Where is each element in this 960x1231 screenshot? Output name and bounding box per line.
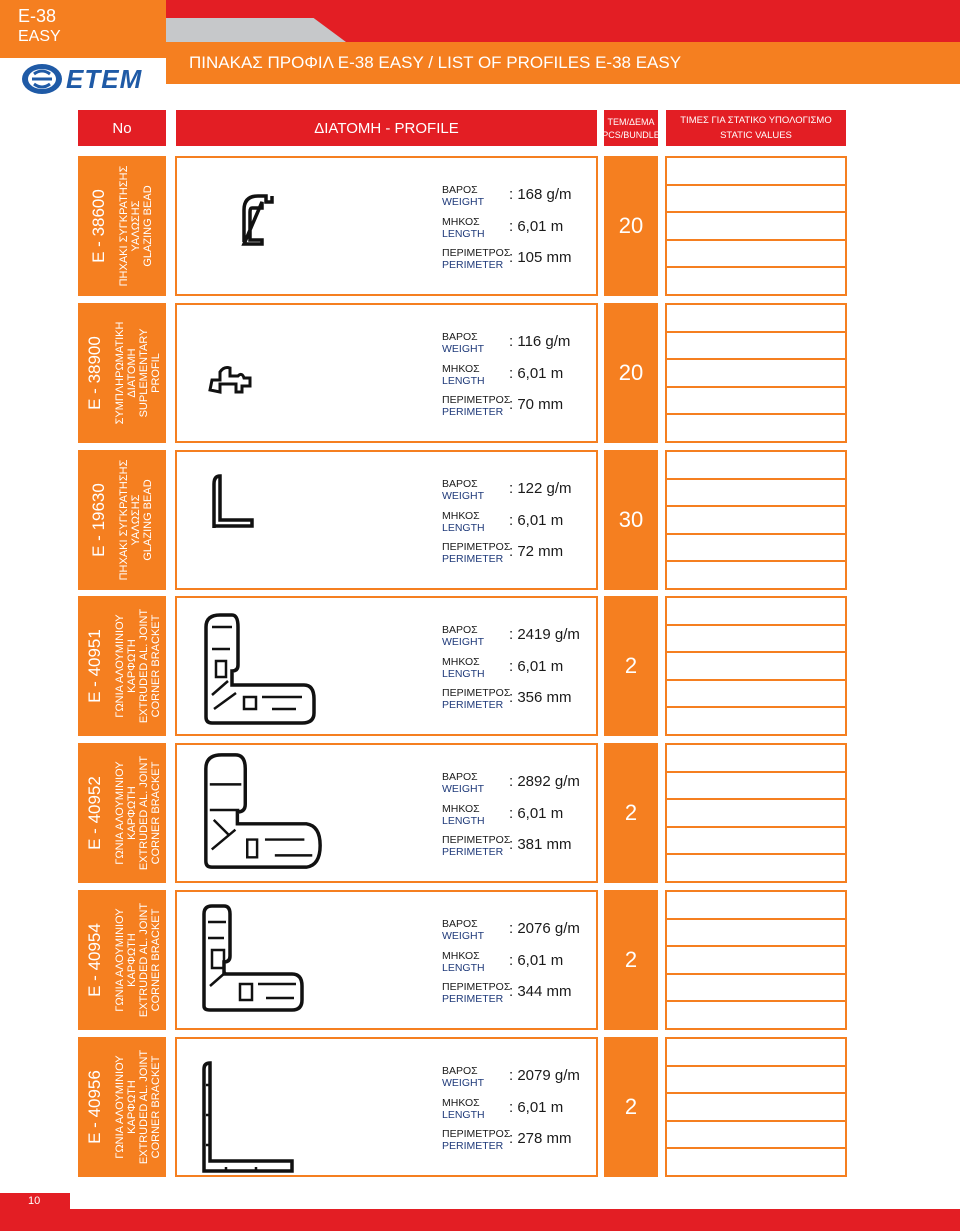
static-values-divider — [667, 331, 845, 333]
profile-description-line: ΓΩΝΙΑ ΑΛΟΥΜΙΝΙΟΥ — [114, 908, 126, 1012]
logo-text: ETEM — [66, 64, 143, 94]
spec-value-weight: : 168 g/m — [509, 186, 572, 203]
row-code-cell — [78, 303, 166, 443]
spec-value-length: : 6,01 m — [509, 952, 564, 969]
spec-label-en: WEIGHT — [442, 490, 484, 502]
spec-label-en: PERIMETER — [442, 553, 504, 565]
profile-code: E - 38900 — [85, 336, 104, 410]
static-values-divider — [667, 826, 845, 828]
static-values-cell — [665, 450, 847, 590]
profile-code: E - 19630 — [89, 483, 108, 557]
profile-description-line: ΠΗΧΑΚΙ ΣΥΓΚΡΑΤΗΣΗΣ — [118, 459, 130, 581]
profile-description-line: ΥΑΛΩΣΗΣ — [130, 200, 142, 252]
profile-description-line: GLAZING BEAD — [142, 479, 154, 561]
profile-description-line: CORNER BRACKET — [150, 614, 162, 718]
profile-drawing-icon — [196, 1055, 300, 1179]
spec-value-weight: : 116 g/m — [509, 333, 571, 350]
column-header-pcs-en: PCS/BUNDLE — [602, 129, 660, 140]
pcs-per-bundle-cell — [604, 1037, 658, 1177]
spec-label-gr: ΠΕΡΙΜΕΤΡΟΣ — [442, 981, 511, 993]
profile-description-line: PROFIL — [150, 353, 162, 393]
profile-description-line: EXTRUDED AL. JOINT — [138, 608, 150, 724]
column-header-pcs — [604, 110, 658, 146]
column-header-pcs-gr: ΤΕΜ/ΔΕΜΑ — [607, 116, 655, 127]
pcs-per-bundle-value: 2 — [624, 947, 638, 972]
spec-label-en: WEIGHT — [442, 783, 484, 795]
column-header-static-gr: ΤΙΜΕΣ ΓΙΑ ΣΤΑΤΙΚΟ ΥΠΟΛΟΓΙΣΜΟ — [680, 115, 832, 126]
spec-label-en: WEIGHT — [442, 1077, 484, 1089]
profile-description-line: SUPLEMENTARY — [138, 328, 150, 418]
static-values-divider — [667, 184, 845, 186]
profile-drawing-icon — [200, 190, 290, 270]
spec-label-en: PERIMETER — [442, 699, 504, 711]
spec-value-weight: : 2892 g/m — [509, 773, 580, 790]
profile-description-line: CORNER BRACKET — [150, 761, 162, 865]
spec-label-gr: ΜΗΚΟΣ — [442, 950, 480, 962]
spec-label-en: LENGTH — [442, 228, 485, 240]
page-number: 10 — [0, 1193, 70, 1209]
profile-code: E - 40952 — [85, 776, 104, 850]
row-code-cell — [78, 156, 166, 296]
static-values-cell — [665, 156, 847, 296]
profile-description-line: ΔΙΑΤΟΜΗ — [126, 348, 138, 398]
spec-value-length: : 6,01 m — [509, 365, 564, 382]
column-header-no-label: No — [112, 119, 132, 137]
static-values-divider — [667, 771, 845, 773]
static-values-divider — [667, 918, 845, 920]
footer-band — [0, 1209, 960, 1231]
profile-description-line: CORNER BRACKET — [150, 908, 162, 1012]
spec-label-gr: ΒΑΡΟΣ — [442, 918, 478, 930]
static-values-divider — [667, 798, 845, 800]
spec-label-gr: ΜΗΚΟΣ — [442, 363, 480, 375]
pcs-per-bundle-cell — [604, 743, 658, 883]
page-title: ΠΙΝΑΚΑΣ ΠΡΟΦΙΛ Ε-38 EASY / LIST OF PROFILES E-38 EASY — [189, 53, 682, 72]
static-values-divider — [667, 560, 845, 562]
spec-label-gr: ΒΑΡΟΣ — [442, 478, 478, 490]
series-subname: EASY — [18, 28, 61, 45]
spec-label-en: WEIGHT — [442, 196, 484, 208]
spec-label-gr: ΒΑΡΟΣ — [442, 184, 478, 196]
static-values-divider — [667, 505, 845, 507]
spec-value-perimeter: : 344 mm — [509, 983, 572, 1000]
spec-label-gr: ΒΑΡΟΣ — [442, 1065, 478, 1077]
spec-label-gr: ΠΕΡΙΜΕΤΡΟΣ — [442, 394, 511, 406]
spec-label-gr: ΜΗΚΟΣ — [442, 803, 480, 815]
spec-label-en: LENGTH — [442, 1109, 485, 1121]
row-code-cell — [78, 596, 166, 736]
pcs-per-bundle-value: 2 — [624, 653, 638, 678]
static-values-divider — [667, 478, 845, 480]
spec-label-en: WEIGHT — [442, 930, 484, 942]
profile-drawing-icon — [196, 468, 276, 538]
spec-value-perimeter: : 105 mm — [509, 249, 572, 266]
spec-label-en: PERIMETER — [442, 846, 504, 858]
pcs-per-bundle-value: 2 — [624, 1094, 638, 1119]
pcs-per-bundle-value: 2 — [624, 800, 638, 825]
row-code-cell — [78, 890, 166, 1030]
pcs-per-bundle-cell — [604, 596, 658, 736]
profile-description-line: ΥΑΛΩΣΗΣ — [130, 494, 142, 546]
row-code-cell — [78, 743, 166, 883]
spec-label-gr: ΠΕΡΙΜΕΤΡΟΣ — [442, 541, 511, 553]
spec-label-en: PERIMETER — [442, 993, 504, 1005]
spec-label-gr: ΒΑΡΟΣ — [442, 624, 478, 636]
spec-value-perimeter: : 72 mm — [509, 543, 564, 560]
spec-label-gr: ΜΗΚΟΣ — [442, 656, 480, 668]
column-header-static — [666, 110, 846, 146]
pcs-per-bundle-cell — [604, 450, 658, 590]
profile-description-line: ΚΑΡΦΩΤΗ — [126, 933, 138, 987]
spec-value-perimeter: : 356 mm — [509, 689, 572, 706]
static-values-divider — [667, 211, 845, 213]
column-header-no — [78, 110, 166, 146]
spec-value-weight: : 2419 g/m — [509, 626, 580, 643]
static-values-divider — [667, 706, 845, 708]
spec-label-gr: ΠΕΡΙΜΕΤΡΟΣ — [442, 1128, 511, 1140]
static-values-cell — [665, 596, 847, 736]
static-values-divider — [667, 413, 845, 415]
spec-value-length: : 6,01 m — [509, 512, 564, 529]
spec-label-en: LENGTH — [442, 522, 485, 534]
spec-value-weight: : 2076 g/m — [509, 920, 580, 937]
profile-description-line: EXTRUDED AL. JOINT — [138, 902, 150, 1018]
spec-value-perimeter: : 278 mm — [509, 1130, 572, 1147]
profile-drawing-icon — [196, 898, 308, 1016]
profile-description-line: ΚΑΡΦΩΤΗ — [126, 786, 138, 840]
static-values-divider — [667, 679, 845, 681]
spec-value-perimeter: : 381 mm — [509, 836, 572, 853]
profile-code: E - 40951 — [85, 629, 104, 703]
profile-code: E - 40954 — [85, 923, 104, 997]
static-values-divider — [667, 1120, 845, 1122]
spec-label-en: PERIMETER — [442, 259, 504, 271]
pcs-per-bundle-cell — [604, 303, 658, 443]
spec-value-length: : 6,01 m — [509, 658, 564, 675]
profile-code: E - 38600 — [89, 189, 108, 263]
static-values-divider — [667, 945, 845, 947]
static-values-divider — [667, 386, 845, 388]
pcs-per-bundle-value: 20 — [618, 360, 644, 385]
spec-label-gr: ΒΑΡΟΣ — [442, 331, 478, 343]
static-values-divider — [667, 1000, 845, 1002]
profile-description-line: ΣΥΜΠΛΗΡΩΜΑΤΙΚΗ — [114, 321, 126, 425]
spec-label-en: LENGTH — [442, 962, 485, 974]
profile-drawing-icon — [198, 350, 258, 400]
static-values-divider — [667, 266, 845, 268]
spec-value-length: : 6,01 m — [509, 218, 564, 235]
profile-description-line: EXTRUDED AL. JOINT — [138, 1049, 150, 1165]
static-values-cell — [665, 743, 847, 883]
pcs-per-bundle-value: 30 — [618, 507, 644, 532]
etem-logo — [20, 62, 160, 96]
static-values-cell — [665, 1037, 847, 1177]
spec-value-weight: : 2079 g/m — [509, 1067, 580, 1084]
static-values-divider — [667, 624, 845, 626]
profile-description-line: EXTRUDED AL. JOINT — [138, 755, 150, 871]
static-values-divider — [667, 651, 845, 653]
spec-label-en: WEIGHT — [442, 343, 484, 355]
static-values-cell — [665, 890, 847, 1030]
spec-label-gr: ΒΑΡΟΣ — [442, 771, 478, 783]
spec-label-en: LENGTH — [442, 815, 485, 827]
spec-value-perimeter: : 70 mm — [509, 396, 564, 413]
spec-label-en: LENGTH — [442, 668, 485, 680]
profile-description-line: ΓΩΝΙΑ ΑΛΟΥΜΙΝΙΟΥ — [114, 1055, 126, 1159]
static-values-divider — [667, 1147, 845, 1149]
static-values-divider — [667, 533, 845, 535]
profile-description-line: ΓΩΝΙΑ ΑΛΟΥΜΙΝΙΟΥ — [114, 614, 126, 718]
spec-label-en: PERIMETER — [442, 406, 504, 418]
pcs-per-bundle-cell — [604, 890, 658, 1030]
spec-label-en: LENGTH — [442, 375, 485, 387]
spec-label-en: WEIGHT — [442, 636, 484, 648]
spec-label-gr: ΠΕΡΙΜΕΤΡΟΣ — [442, 247, 511, 259]
profile-drawing-icon — [196, 603, 320, 731]
profile-drawing-icon — [196, 745, 330, 877]
static-values-divider — [667, 239, 845, 241]
spec-label-gr: ΠΕΡΙΜΕΤΡΟΣ — [442, 834, 511, 846]
column-header-profile-label: ΔΙΑΤΟΜΗ - PROFILE — [314, 119, 459, 137]
static-values-divider — [667, 1065, 845, 1067]
spec-label-gr: ΠΕΡΙΜΕΤΡΟΣ — [442, 687, 511, 699]
profile-description-line: ΠΗΧΑΚΙ ΣΥΓΚΡΑΤΗΣΗΣ — [118, 165, 130, 287]
row-code-cell — [78, 450, 166, 590]
spec-label-gr: ΜΗΚΟΣ — [442, 510, 480, 522]
profile-description-line: ΚΑΡΦΩΤΗ — [126, 639, 138, 693]
column-header-profile — [176, 110, 597, 146]
column-header-static-en: STATIC VALUES — [720, 130, 792, 141]
static-values-divider — [667, 853, 845, 855]
spec-value-weight: : 122 g/m — [509, 480, 572, 497]
row-code-cell — [78, 1037, 166, 1177]
spec-value-length: : 6,01 m — [509, 805, 564, 822]
spec-label-gr: ΜΗΚΟΣ — [442, 1097, 480, 1109]
series-name: E-38 — [18, 6, 57, 26]
profile-description-line: ΚΑΡΦΩΤΗ — [126, 1080, 138, 1134]
profile-description-line: CORNER BRACKET — [150, 1055, 162, 1159]
pcs-per-bundle-value: 20 — [618, 213, 644, 238]
static-values-cell — [665, 303, 847, 443]
pcs-per-bundle-cell — [604, 156, 658, 296]
spec-label-en: PERIMETER — [442, 1140, 504, 1152]
static-values-divider — [667, 358, 845, 360]
profile-description-line: ΓΩΝΙΑ ΑΛΟΥΜΙΝΙΟΥ — [114, 761, 126, 865]
profile-description-line: GLAZING BEAD — [142, 185, 154, 267]
static-values-divider — [667, 973, 845, 975]
profile-code: E - 40956 — [85, 1070, 104, 1144]
spec-value-length: : 6,01 m — [509, 1099, 564, 1116]
spec-label-gr: ΜΗΚΟΣ — [442, 216, 480, 228]
static-values-divider — [667, 1092, 845, 1094]
